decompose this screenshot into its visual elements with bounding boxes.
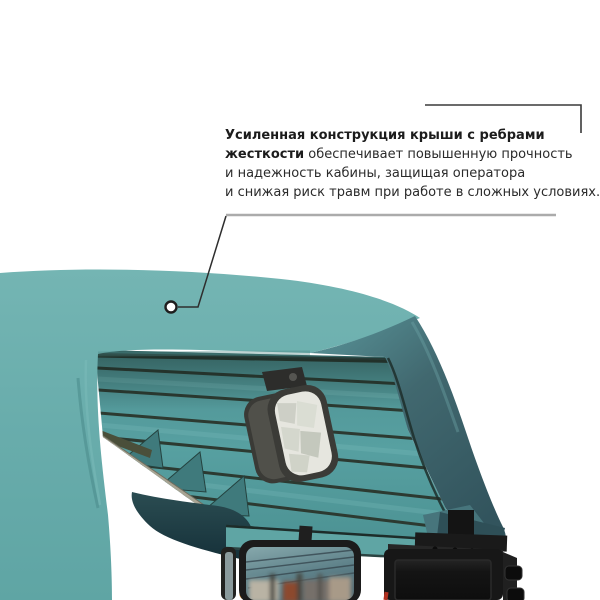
annotation-text [225,126,600,202]
annotation-regular-2: обеспечивает повышенную прочность [304,147,573,162]
leader-marker [166,302,177,313]
annotation-line-2 [225,145,595,164]
annotation-line-4: и снижая риск травм при работе в сложных условиях. [225,185,600,200]
annotation-line-3: и надежность кабины, защищая оператора [225,166,526,181]
annotation-line-1 [225,126,595,145]
annotation-bold-2: жесткости [225,147,305,162]
leader-diagonal [178,216,226,307]
annotation-bold-1: Усиленная конструкция крыши с ребрами [225,128,545,143]
